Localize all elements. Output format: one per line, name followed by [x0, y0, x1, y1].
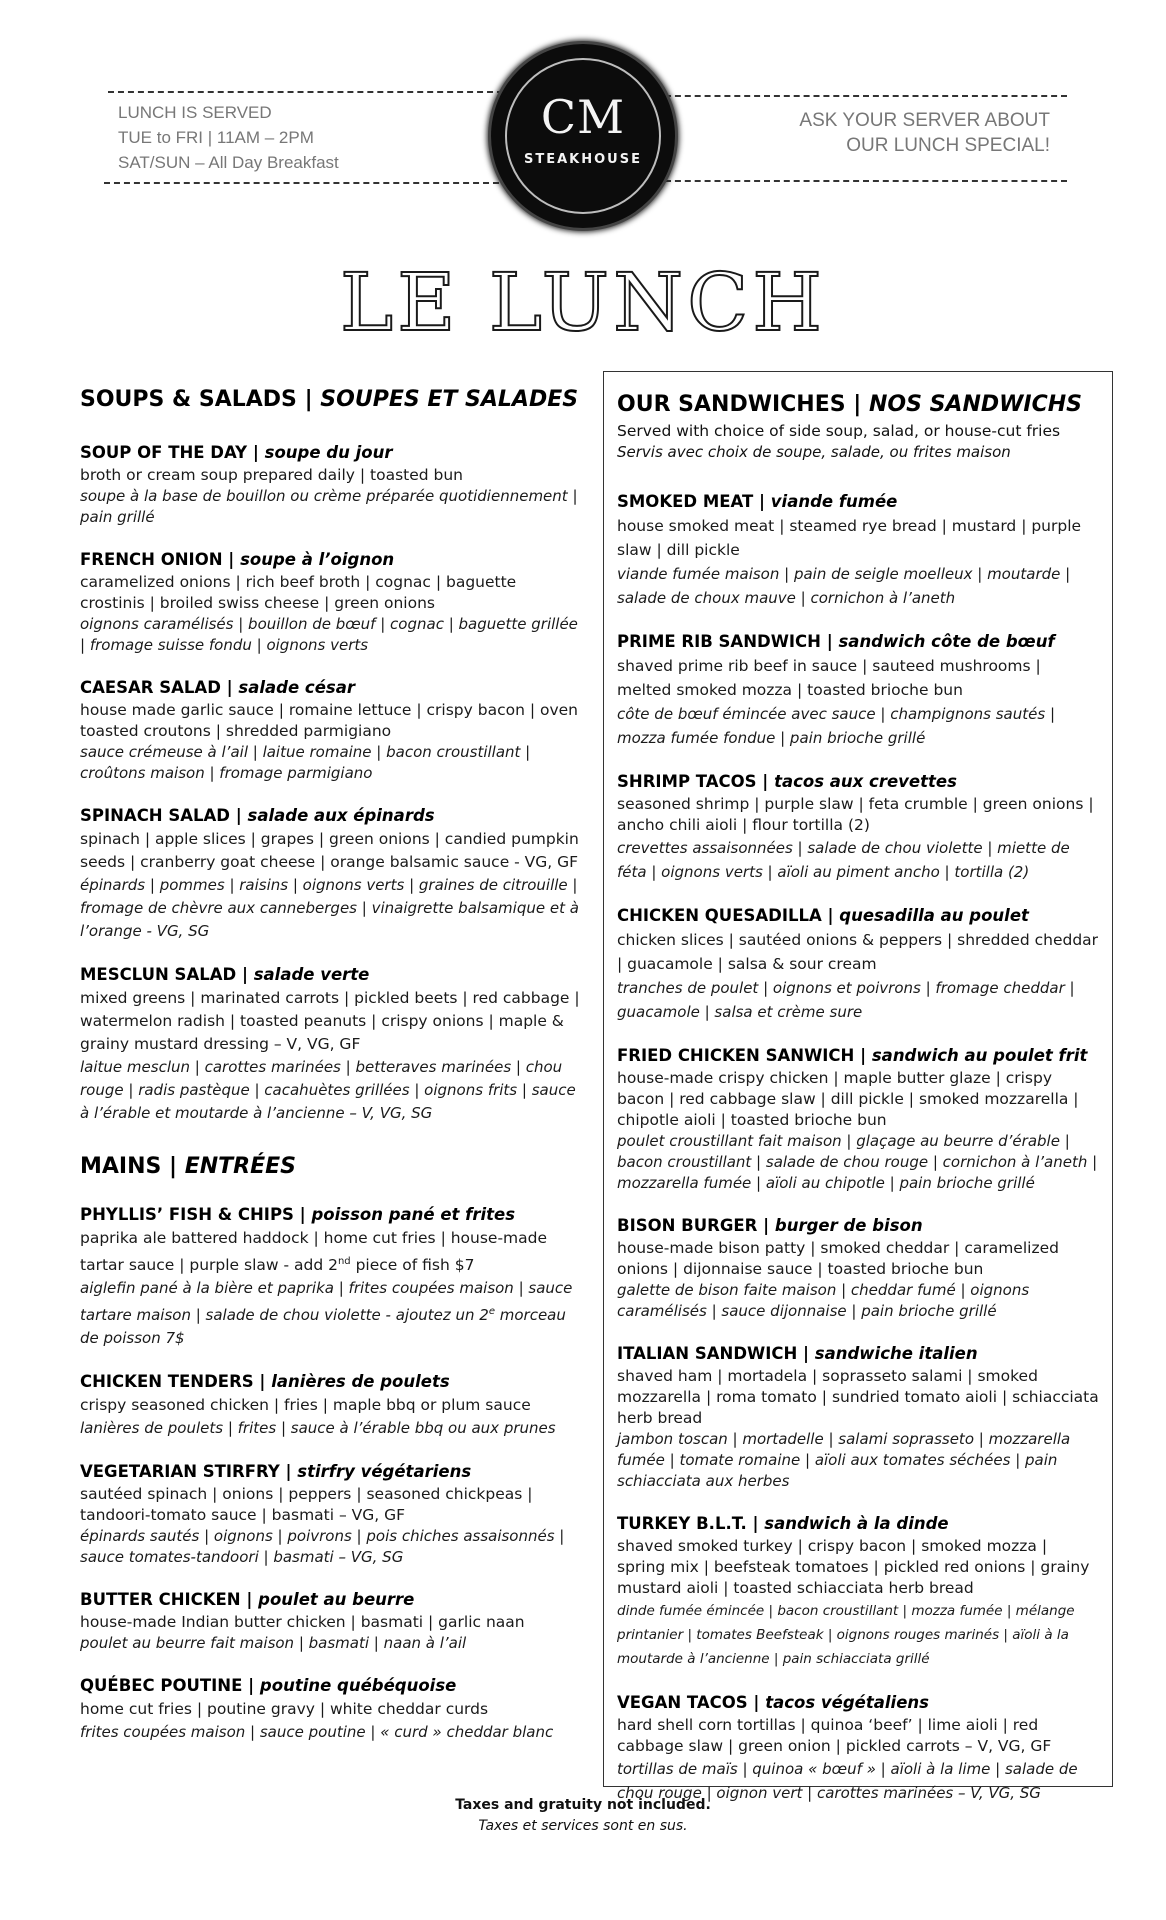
item-description-fr: poulet au beurre fait maison | basmati | naan à l’ail: [80, 1634, 467, 1653]
item-name-fr: sandwich au poulet frit: [871, 1046, 1088, 1065]
item-name: [617, 1512, 1100, 1536]
item-name-en: BUTTER CHICKEN |: [80, 1590, 253, 1610]
special-line: ASK YOUR SERVER ABOUT: [799, 110, 1050, 131]
item-description: house made garlic sauce | romaine lettuce | crispy bacon | oven toasted croutons | shredded parmigiano: [80, 701, 579, 740]
item-name-fr: salade aux épinards: [247, 806, 435, 825]
cm-steakhouse-logo: [491, 44, 675, 228]
item-name-fr: tacos aux crevettes: [774, 772, 957, 791]
section-title-en: MAINS |: [80, 1154, 178, 1179]
item-description-fr: galette de bison faite maison | cheddar fumé | oignons caramélisés | sauce dijonnaise | pain brioche grillé: [617, 1281, 1030, 1320]
item-name: [80, 1588, 580, 1612]
divider-bottom-right: [665, 180, 1067, 182]
item-description-fr: épinards | pommes | raisins | oignons verts | graines de citrouille | fromage de chèvre aux canneberges | vinaigrette balsamique et à l’orange - VG, SG: [80, 876, 579, 940]
section-title-fr: ENTRÉES: [184, 1154, 297, 1179]
item-name: [617, 490, 1100, 514]
item-name-fr: salade césar: [238, 678, 355, 697]
item-name-en: SMOKED MEAT |: [617, 492, 766, 511]
item-description: chicken slices | sautéed onions & peppers | shredded cheddar | guacamole | salsa & sour cream: [617, 931, 1099, 973]
menu-item: [80, 1588, 580, 1654]
menu-item: [80, 1460, 580, 1568]
item-description-fr: dinde fumée émincée | bacon croustillant | mozza fumée | mélange printanier | tomates Beefsteak | oignons rouges marinés | aïoli à la moutarde à l’ancienne | pain schiacciata grillé: [617, 1603, 1075, 1667]
item-description: shaved ham | mortadela | soprasseto salami | smoked mozzarella | roma tomato | sundried tomato aioli | schiacciata herb bread: [617, 1367, 1099, 1427]
item-description: caramelized onions | rich beef broth | cognac | baguette crostinis | broiled swiss cheese | green onions: [80, 573, 517, 612]
item-description-fr: lanières de poulets | frites | sauce à l’érable bbq ou aux prunes: [80, 1419, 556, 1438]
item-description: shaved smoked turkey | crispy bacon | smoked mozza | spring mix | beefsteak tomatoes | pickled red onions | grainy mustard aioli | toasted schiacciata herb bread: [617, 1537, 1090, 1597]
item-name: [80, 548, 580, 572]
item-name-en: PHYLLIS’ FISH & CHIPS |: [80, 1205, 306, 1224]
item-name-en: TURKEY B.L.T. |: [617, 1514, 759, 1533]
item-name: [80, 1460, 580, 1484]
sandwiches-intro-fr: Servis avec choix de soupe, salade, ou frites maison: [617, 443, 1011, 461]
section-title-mains: [80, 1153, 580, 1181]
item-name-en: CHICKEN QUESADILLA |: [617, 906, 834, 925]
menu-item: [80, 963, 580, 1125]
item-description: mixed greens | marinated carrots | pickled beets | red cabbage | watermelon radish | toasted peanuts | crispy onions | maple & grainy mustard dressing – V, VG, GF: [80, 989, 580, 1053]
item-name-fr: salade verte: [253, 965, 370, 984]
item-name: [80, 963, 580, 987]
item-description-fr: oignons caramélisés | bouillon de bœuf | cognac | baguette grillée | fromage suisse fondu | oignons verts: [80, 615, 578, 654]
sandwiches-intro: Served with choice of side soup, salad, or house-cut fries: [617, 422, 1061, 440]
item-name-fr: poulet au beurre: [258, 1590, 415, 1610]
item-name-fr: sandwich à la dinde: [764, 1514, 949, 1533]
item-name-fr: stirfry végétariens: [297, 1462, 472, 1482]
footer-taxes-fr: Taxes et services sont en sus.: [478, 1818, 688, 1834]
item-description: hard shell corn tortillas | quinoa ‘beef’ | lime aioli | red cabbage slaw | green onion | pickled carrots – V, VG, GF: [617, 1716, 1052, 1755]
divider-bottom-left: [104, 182, 499, 184]
item-name-fr: quesadilla au poulet: [839, 906, 1029, 925]
section-title-sandwiches: [617, 391, 1100, 419]
menu-item: [617, 630, 1100, 750]
menu-item: [617, 1044, 1100, 1194]
menu-item: [80, 804, 580, 943]
item-name-fr: poisson pané et frites: [311, 1205, 516, 1224]
logo-initials: CM: [540, 90, 626, 144]
item-name-en: PRIME RIB SANDWICH |: [617, 632, 833, 651]
section-title-fr: NOS SANDWICHS: [868, 392, 1082, 417]
item-name-en: MESCLUN SALAD |: [80, 965, 248, 984]
page-title: LE LUNCH: [339, 256, 827, 349]
item-name-en: SHRIMP TACOS |: [617, 772, 769, 791]
footer-note: [0, 1794, 1166, 1836]
item-description-fr: côte de bœuf émincée avec sauce | champignons sautés | mozza fumée fondue | pain brioche grillé: [617, 705, 1055, 747]
item-name-en: ITALIAN SANDWICH |: [617, 1344, 810, 1363]
item-description: house-made crispy chicken | maple butter glaze | crispy bacon | red cabbage slaw | dill pickle | smoked mozzarella | chipotle aioli | toasted brioche bun: [617, 1069, 1079, 1129]
item-description: crispy seasoned chicken | fries | maple bbq or plum sauce: [80, 1396, 531, 1415]
item-name: [80, 1203, 580, 1227]
hours-line: TUE to FRI | 11AM – 2PM: [118, 128, 314, 147]
menu-item: [80, 548, 580, 656]
menu-item: [80, 1370, 580, 1440]
menu-item: [617, 1512, 1100, 1671]
item-name-en: VEGAN TACOS |: [617, 1693, 760, 1712]
item-description-fr: frites coupées maison | sauce poutine | « curd » cheddar blanc: [80, 1723, 554, 1742]
item-name: [80, 1674, 580, 1698]
menu-item: [80, 676, 580, 784]
item-name: [80, 441, 580, 465]
item-description: shaved prime rib beef in sauce | sauteed mushrooms | melted smoked mozza | toasted brioche bun: [617, 657, 1041, 699]
item-name: [617, 770, 1100, 794]
item-description-fr: poulet croustillant fait maison | glaçage au beurre d’érable | bacon croustillant | salade de chou rouge | cornichon à l’aneth | mozzarella fumée | aïoli au chipotle | pain brioche grillé: [617, 1132, 1098, 1192]
item-description: spinach | apple slices | grapes | green onions | candied pumpkin seeds | cranberry goat cheese | orange balsamic sauce - VG, GF: [80, 830, 579, 871]
item-description: home cut fries | poutine gravy | white cheddar curds: [80, 1700, 489, 1719]
item-description: house smoked meat | steamed rye bread | mustard | purple slaw | dill pickle: [617, 517, 1082, 559]
item-description: house-made bison patty | smoked cheddar | caramelized onions | dijonnaise sauce | toasted brioche bun: [617, 1239, 1059, 1278]
menu-item: [617, 1691, 1100, 1805]
item-name-en: VEGETARIAN STIRFRY |: [80, 1462, 292, 1482]
item-name: [617, 1044, 1100, 1068]
menu-item: [617, 904, 1100, 1024]
item-name: [80, 676, 580, 700]
sandwiches-box: [603, 371, 1113, 1802]
divider-top-right: [665, 95, 1067, 97]
item-name-en: CHICKEN TENDERS |: [80, 1372, 266, 1392]
item-name-fr: poutine québéquoise: [259, 1676, 457, 1696]
menu-item: [617, 1342, 1100, 1492]
item-name-fr: sandwich côte de bœuf: [838, 632, 1055, 651]
item-name: [617, 630, 1100, 654]
menu-item: [617, 1214, 1100, 1322]
section-title-en: OUR SANDWICHES |: [617, 392, 862, 417]
item-name-en: SOUP OF THE DAY |: [80, 443, 259, 462]
menu-item: [80, 1203, 580, 1350]
lunch-hours: [118, 100, 339, 175]
item-name-fr: sandwiche italien: [814, 1344, 978, 1363]
left-column: [80, 386, 580, 1764]
item-name-en: SPINACH SALAD |: [80, 806, 242, 825]
hours-line: LUNCH IS SERVED: [118, 103, 272, 122]
item-description-fr: crevettes assaisonnées | salade de chou violette | miette de féta | oignons verts | aïoli au piment ancho | tortilla (2): [617, 839, 1070, 881]
item-description-fr: laitue mesclun | carottes marinées | betteraves marinées | chou rouge | radis pastèque | cacahuètes grillées | oignons frits | sauce à l’érable et moutarde à l’ancienne – V, VG, SG: [80, 1058, 576, 1122]
item-name-fr: lanières de poulets: [271, 1372, 450, 1392]
item-name: [617, 1342, 1100, 1366]
item-description-fr: épinards sautés | oignons | poivrons | pois chiches assaisonnés | sauce tomates-tandoori | basmati – VG, SG: [80, 1527, 565, 1567]
menu-item: [80, 1674, 580, 1744]
item-name-fr: burger de bison: [774, 1216, 923, 1235]
item-description: paprika ale battered haddock | home cut fries | house-made tartar sauce | purple slaw - add 2nd piece of fish $7: [80, 1229, 548, 1275]
item-name: [80, 1370, 580, 1394]
item-name-en: FRIED CHICKEN SANWICH |: [617, 1046, 867, 1065]
item-name-en: BISON BURGER |: [617, 1216, 770, 1235]
hours-line: SAT/SUN – All Day Breakfast: [118, 153, 339, 172]
item-name-fr: viande fumée: [770, 492, 898, 511]
menu-item: [80, 441, 580, 528]
item-description-fr: sauce crémeuse à l’ail | laitue romaine | bacon croustillant | croûtons maison | fromage parmigiano: [80, 743, 531, 782]
item-name: [80, 804, 580, 828]
menu-item: [617, 770, 1100, 884]
divider-top-left: [108, 91, 503, 93]
item-description-fr: soupe à la base de bouillon ou crème préparée quotidiennement | pain grillé: [80, 487, 578, 526]
item-description-fr: viande fumée maison | pain de seigle moelleux | moutarde | salade de choux mauve | cornichon à l’aneth: [617, 565, 1071, 607]
section-title-fr: SOUPES ET SALADES: [320, 387, 579, 412]
section-title-en: SOUPS & SALADS |: [80, 387, 313, 412]
logo-subtitle: STEAKHOUSE: [524, 152, 642, 167]
special-line: OUR LUNCH SPECIAL!: [846, 135, 1050, 156]
item-description: house-made Indian butter chicken | basmati | garlic naan: [80, 1613, 525, 1632]
item-description-fr: aiglefin pané à la bière et paprika | frites coupées maison | sauce tartare maison | salade de chou violette - ajoutez un 2e morceau de poisson 7$: [80, 1279, 573, 1348]
item-name-en: FRENCH ONION |: [80, 550, 235, 569]
item-name-fr: soupe à l’oignon: [240, 550, 395, 569]
item-description: seasoned shrimp | purple slaw | feta crumble | green onions | ancho chili aioli | flour tortilla (2): [617, 795, 1094, 834]
item-name: [617, 1691, 1100, 1715]
item-description-fr: tortillas de maïs | quinoa « bœuf » | aïoli à la lime | salade de chou rouge | oignon vert | carottes marinées – V, VG, SG: [617, 1760, 1078, 1802]
item-name-fr: soupe du jour: [264, 443, 393, 462]
item-name-en: CAESAR SALAD |: [80, 678, 233, 697]
menu-item: [617, 490, 1100, 610]
item-description: sautéed spinach | onions | peppers | seasoned chickpeas | tandoori-tomato sauce | basmati – VG, GF: [80, 1485, 533, 1525]
item-description-fr: tranches de poulet | oignons et poivrons | fromage cheddar | guacamole | salsa et crème sure: [617, 979, 1075, 1021]
section-title-soups: [80, 386, 580, 414]
item-name: [617, 1214, 1100, 1238]
footer-taxes-en: Taxes and gratuity not included.: [455, 1797, 711, 1813]
item-name-en: QUÉBEC POUTINE |: [80, 1676, 255, 1696]
lunch-special-note: [750, 108, 1050, 158]
item-description: broth or cream soup prepared daily | toasted bun: [80, 466, 464, 484]
item-description-fr: jambon toscan | mortadelle | salami soprasseto | mozzarella fumée | tomate romaine | aïoli aux tomates séchées | pain schiacciata aux herbes: [617, 1430, 1071, 1490]
item-name-fr: tacos végétaliens: [765, 1693, 929, 1712]
item-name: [617, 904, 1100, 928]
